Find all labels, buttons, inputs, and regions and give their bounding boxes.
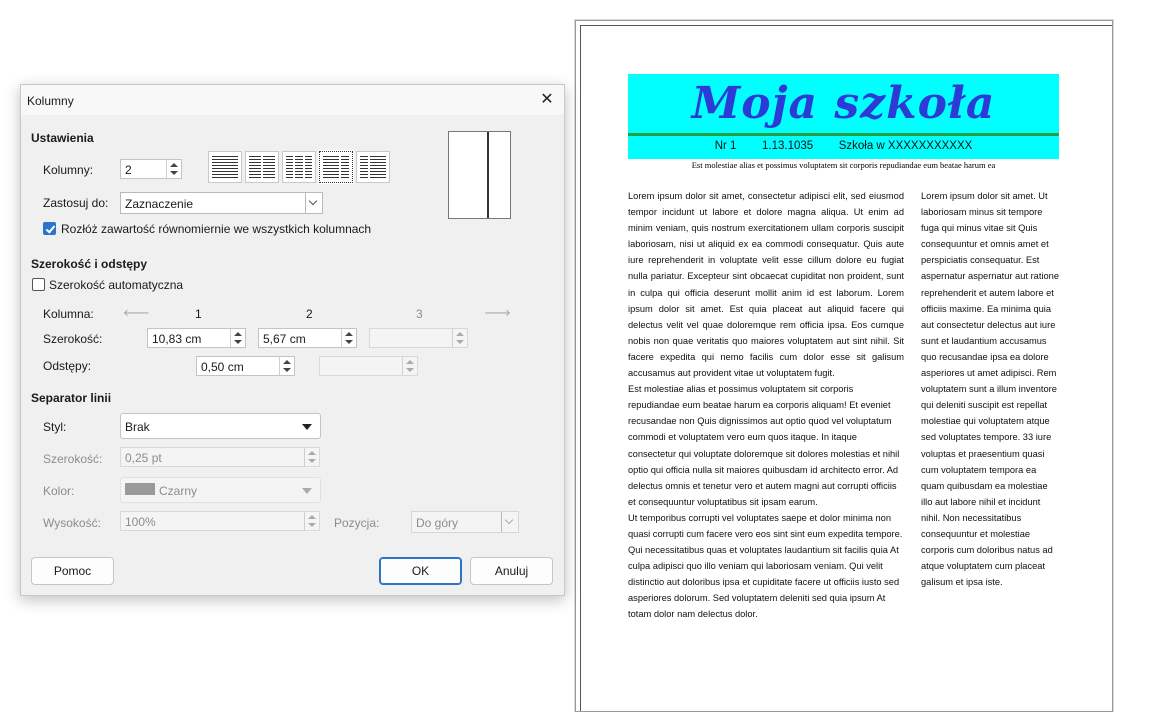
paragraph-2: Est molestiae alias et possimus voluptatem sit corporis repudiandae eum beatae harum ea corporis aliquam! Et eveniet recusandae non Quis dignissimos aut optio quod vel voluptatum commodi et voluptatem vero eum quos itaque. In itaque consectetur qui voluptate doloremque sit dolores molestias et nihil optio qui officia nulla sit maiores quibusdam id architecto error. Ad delectus omnis et tenetur vero et autem magni aut corrupti officiis et consequuntur voluptatibus sit ipsam earum. bbox=[628, 384, 900, 507]
height-label: Wysokość: bbox=[43, 516, 101, 530]
preset-two-columns[interactable] bbox=[245, 151, 279, 183]
spacing-2-field bbox=[319, 356, 418, 376]
document-subtitle: Est molestiae alias et possimus voluptatem sit corporis repudiandae eum beatae harum ea bbox=[691, 160, 996, 170]
color-swatch bbox=[125, 483, 155, 495]
scroll-right-icon[interactable]: 🡒 bbox=[484, 308, 511, 319]
position-label: Pozycja: bbox=[334, 516, 380, 530]
stepper-arrows[interactable] bbox=[341, 329, 356, 347]
preset-two-columns-left-wide[interactable] bbox=[319, 151, 353, 183]
stepper-arrows[interactable] bbox=[279, 357, 294, 375]
stepper-arrows bbox=[304, 448, 319, 466]
column-2-width-value: 5,67 cm bbox=[263, 332, 306, 346]
apply-to-value: Zaznaczenie bbox=[125, 197, 194, 211]
caret-down-icon[interactable] bbox=[302, 424, 312, 430]
text-column-left bbox=[628, 188, 904, 623]
paragraph-1: Lorem ipsum dolor sit amet, consectetur adipisci elit, sed eiusmod tempor incidunt ut labore et dolore magna aliqua. Ut enim ad minim veniam, quis nostrum exercitationem ullam corporis suscipit laboriosam, nisi ut aliquid ex ea commodi consequatur. Quis aute iure reprehenderit in voluptate velit esse cillum dolore eu fugiat nulla pariatur. Excepteur sint obcaecat cupiditat non proident, sunt in culpa qui officia deserunt mollit anim id est laborum. Lorem ipsum dolor sit amet. Est quia placeat aut aliquid facere qui delectus velit vel quae doloremque rem officia ipsa. Eos cumque nobis non quae veritatis quo maiores voluptatem aut sint nihil. Sit facere expedita qui nemo facilis cum dolor esse sit galisum accusamus aut provident vitae ut voluptatem fugit. bbox=[628, 191, 904, 379]
column-number-3: 3 bbox=[416, 307, 423, 321]
columns-label: Kolumny: bbox=[43, 163, 94, 177]
distribute-checkbox[interactable] bbox=[43, 222, 56, 235]
paragraph-3: Ut temporibus corrupti vel voluptates saepe et dolor minima non quasi corrupti cum facere vero eos sint sint eum expedita tempore. Qui necessitatibus quas et voluptates laudantium sit facilis quia At culpa adipisci quo illo veniam qui laboriosam veniam. Qui velit distinctio aut doloribus ipsa et cupiditate facere ut officiis iusto sed asperiores dolorum. Sed voluptatem deleniti sed quia ipsum At totam dolor nam delectus dolor. bbox=[628, 512, 903, 620]
columns-dialog bbox=[20, 84, 565, 596]
width-label: Szerokość: bbox=[43, 332, 103, 346]
close-icon[interactable]: ✕ bbox=[540, 91, 554, 108]
separator-height-field bbox=[120, 511, 320, 531]
separator-style-value: Brak bbox=[125, 420, 150, 434]
separator-heading: Separator linii bbox=[31, 391, 112, 405]
caret-down-icon bbox=[302, 488, 312, 494]
separator-width-label: Szerokość: bbox=[43, 452, 103, 466]
text-column-right bbox=[921, 188, 1061, 590]
separator-height-value: 100% bbox=[125, 515, 156, 529]
paragraph-right: Lorem ipsum dolor sit amet. Ut laboriosam minus sit tempore fuga qui minus vitae sit Quis consequuntur et omnis amet et perspiciatis consequatur. Est aspernatur aspernatur aut ratione reprehenderit et autem labore et officiis maxime. Ea minima quia aut consectetur delectus aut iure sunt et laudantium accusamus quo recusandae ipsa ea dolore asperiores ut amet adipisci. Rem voluptatem sunt a illum inventore qui deleniti suscipit est repellat molestiae qui voluptatem atque sed voluptates tempore. 33 iure voluptas et praesentium quasi cum voluptatem tempora ea quam quibusdam ea molestiae illo aut labore nihil et incidunt nihil. Non necessitatibus consequuntur et molestiae corporis cum doloribus natus ad atque voluptatem cum placeat galisum et ipsa iste. bbox=[921, 191, 1059, 588]
settings-heading: Ustawienia bbox=[31, 131, 94, 145]
spacing-1-value: 0,50 cm bbox=[201, 360, 244, 374]
chevron-down-icon[interactable] bbox=[305, 193, 322, 213]
banner-meta: Nr 1 1.13.1035 Szkoła w XXXXXXXXXXX bbox=[714, 140, 973, 152]
ok-button[interactable]: OK bbox=[379, 557, 462, 585]
separator-position-value: Do góry bbox=[416, 516, 459, 530]
preset-two-columns-right-wide[interactable] bbox=[356, 151, 390, 183]
style-label: Styl: bbox=[43, 420, 67, 434]
width-spacing-heading: Szerokość i odstępy bbox=[31, 257, 148, 271]
separator-width-field bbox=[120, 447, 320, 467]
column-3-width-field bbox=[369, 328, 468, 348]
preview-separator bbox=[487, 132, 489, 218]
columns-count-stepper[interactable] bbox=[120, 159, 182, 179]
preset-one-column[interactable] bbox=[208, 151, 242, 183]
column-number-2: 2 bbox=[306, 307, 313, 321]
distribute-label[interactable]: Rozłóż zawartość równomiernie we wszystkich kolumnach bbox=[61, 222, 372, 236]
dialog-titlebar bbox=[21, 85, 564, 115]
apply-to-select[interactable] bbox=[120, 192, 323, 214]
column-1-width-field[interactable] bbox=[147, 328, 246, 348]
stepper-arrows[interactable] bbox=[166, 160, 181, 178]
stepper-arrows[interactable] bbox=[230, 329, 245, 347]
apply-to-label: Zastosuj do: bbox=[43, 196, 109, 210]
separator-position-select bbox=[411, 511, 519, 533]
color-label: Kolor: bbox=[43, 484, 75, 498]
stepper-arrows bbox=[452, 329, 467, 347]
help-button[interactable]: Pomoc bbox=[31, 557, 114, 585]
columns-count-value: 2 bbox=[125, 163, 132, 177]
column-1-width-value: 10,83 cm bbox=[152, 332, 202, 346]
separator-width-value: 0,25 pt bbox=[125, 451, 162, 465]
banner-divider bbox=[628, 133, 1059, 136]
column-preview bbox=[448, 131, 511, 219]
banner-title: Moja szkoła bbox=[691, 78, 996, 129]
stepper-arrows bbox=[402, 357, 417, 375]
auto-width-checkbox[interactable] bbox=[32, 278, 45, 291]
column-label: Kolumna: bbox=[43, 307, 94, 321]
auto-width-label[interactable]: Szerokość automatyczna bbox=[49, 278, 184, 292]
stepper-arrows bbox=[304, 512, 319, 530]
chevron-down-icon bbox=[501, 512, 518, 532]
cancel-button[interactable]: Anuluj bbox=[470, 557, 553, 585]
separator-color-select bbox=[120, 477, 321, 503]
newsletter-banner bbox=[628, 74, 1059, 159]
separator-color-value: Czarny bbox=[159, 484, 198, 498]
column-number-1: 1 bbox=[195, 307, 202, 321]
separator-style-select[interactable] bbox=[120, 413, 321, 439]
dialog-title: Kolumny bbox=[27, 94, 74, 108]
column-2-width-field[interactable] bbox=[258, 328, 357, 348]
preset-three-columns[interactable] bbox=[282, 151, 316, 183]
spacing-label: Odstępy: bbox=[43, 359, 92, 373]
scroll-left-icon[interactable]: 🡐 bbox=[123, 308, 150, 319]
spacing-1-field[interactable] bbox=[196, 356, 295, 376]
